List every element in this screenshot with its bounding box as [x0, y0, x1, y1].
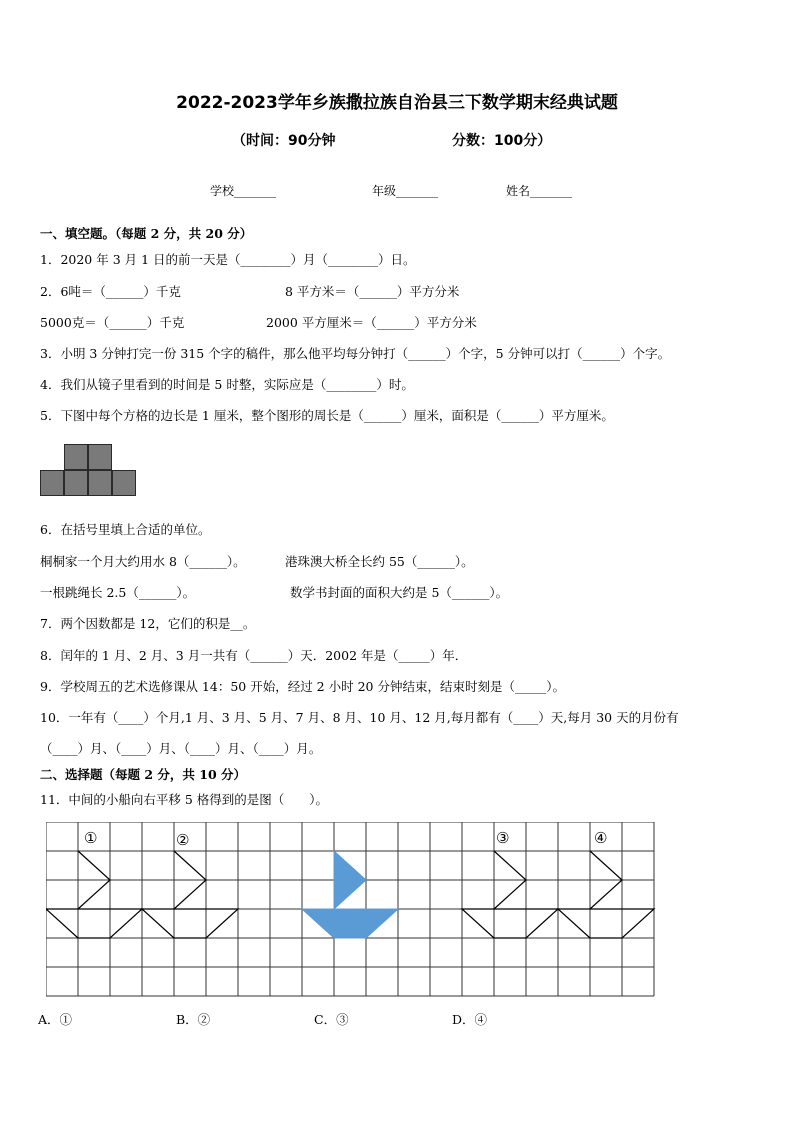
- boat-label-4: ④: [594, 829, 608, 847]
- school-field: 学校_______: [210, 184, 277, 198]
- question-2c: 5000克＝（______）千克: [40, 315, 185, 330]
- boat-grid-figure: [46, 822, 656, 998]
- option-b[interactable]: B．②: [176, 1012, 211, 1027]
- question-2a: 2．6吨＝（______）千克: [40, 284, 181, 299]
- option-c[interactable]: C．③: [314, 1012, 349, 1027]
- question-6c: 一根跳绳长 2.5（______）。: [40, 585, 196, 600]
- score-label: 分数：100分）: [452, 133, 552, 149]
- question-3: 3．小明 3 分钟打完一份 315 个字的稿件，那么他平均每分钟打（______）个字，5 分钟可以打（______）个字。: [40, 346, 671, 361]
- time-label: （时间：90分钟: [232, 133, 336, 149]
- boat-label-1: ①: [84, 829, 98, 847]
- question-4: 4．我们从镜子里看到的时间是 5 时整，实际应是（________）时。: [40, 377, 414, 392]
- question-2d: 2000 平方厘米＝（______）平方分米: [266, 315, 477, 330]
- question-2b: 8 平方米＝（______）平方分米: [285, 284, 460, 299]
- question-1: 1．2020 年 3 月 1 日的前一天是（________）月（________）日。: [40, 252, 416, 267]
- option-a[interactable]: A．①: [38, 1012, 73, 1027]
- question-10-line2: （____）月、（____）月、（____）月、（____）月。: [40, 741, 322, 756]
- question-6: 6．在括号里填上合适的单位。: [40, 522, 211, 537]
- question-6b: 港珠澳大桥全长约 55（______）。: [285, 554, 474, 569]
- question-11: 11．中间的小船向右平移 5 格得到的是图（ ）。: [40, 792, 329, 807]
- name-field: 姓名_______: [506, 184, 573, 198]
- page-title: 2022-2023学年乡族撒拉族自治县三下数学期末经典试题: [176, 93, 618, 113]
- boat-label-2: ②: [176, 831, 190, 849]
- boat-label-3: ③: [496, 829, 510, 847]
- question-6a: 桐桐家一个月大约用水 8（______）。: [40, 554, 246, 569]
- question-8: 8．闰年的 1 月、2 月、3 月一共有（______）天．2002 年是（_____）年．: [40, 648, 468, 663]
- question-6d: 数学书封面的面积大约是 5（______）。: [290, 585, 509, 600]
- question-5: 5．下图中每个方格的边长是 1 厘米，整个图形的周长是（______）厘米，面积是（______）平方厘米。: [40, 408, 614, 423]
- grade-field: 年级_______: [372, 184, 439, 198]
- blue-hull: [302, 909, 398, 938]
- question-9: 9．学校周五的艺术选修课从 14：50 开始，经过 2 小时 20 分钟结束，结束时刻是（_____）。: [40, 679, 565, 694]
- option-d[interactable]: D．④: [452, 1012, 488, 1027]
- section-2-heading: 二、选择题（每题 2 分，共 10 分）: [40, 767, 247, 782]
- question-10-line1: 10．一年有（____）个月,1 月、3 月、5 月、7 月、8 月、10 月、12 月,每月都有（____）天,每月 30 天的月份有: [40, 710, 679, 725]
- section-1-heading: 一、填空题。（每题 2 分，共 20 分）: [40, 226, 253, 241]
- question-7: 7．两个因数都是 12，它们的积是__。: [40, 616, 256, 631]
- blue-sail: [334, 851, 366, 909]
